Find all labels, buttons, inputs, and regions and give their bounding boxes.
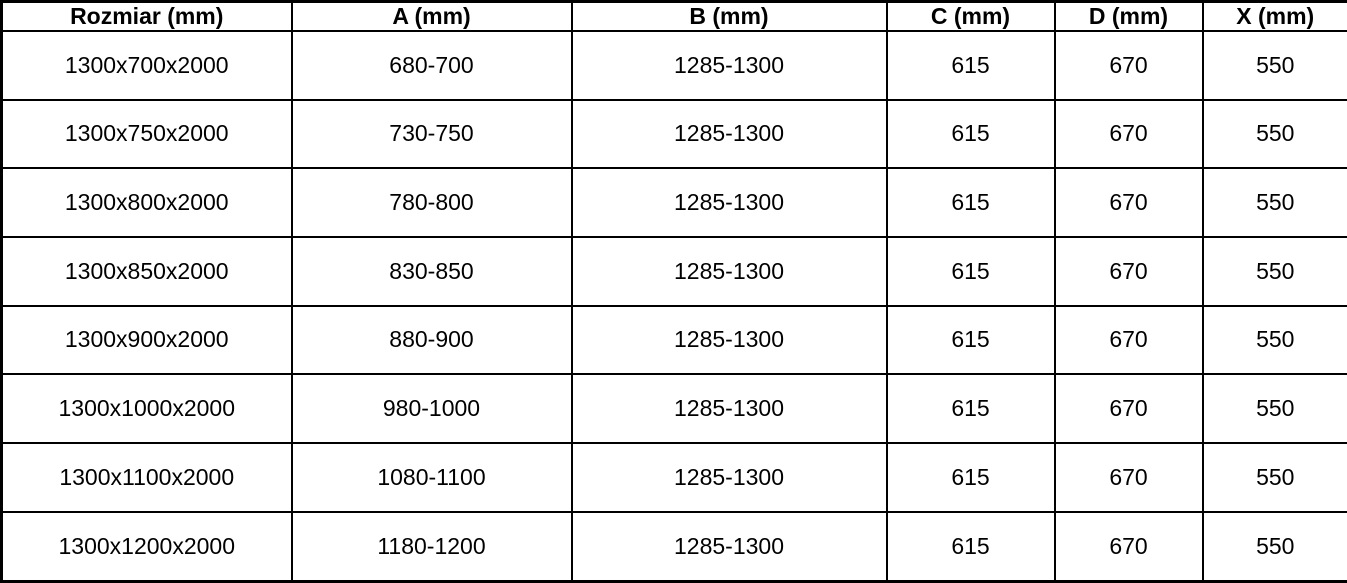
table-cell: 1300x1200x2000	[2, 512, 292, 582]
table-cell: 1300x1100x2000	[2, 443, 292, 512]
table-cell: 1300x900x2000	[2, 306, 292, 375]
table-cell: 1285-1300	[572, 168, 887, 237]
table-row	[2, 306, 1347, 375]
table-cell: 980-1000	[292, 374, 572, 443]
table-row	[2, 168, 1347, 237]
table-cell: 615	[887, 31, 1055, 100]
table-cell: 615	[887, 237, 1055, 306]
table-cell: 615	[887, 374, 1055, 443]
table-cell: 780-800	[292, 168, 572, 237]
table-cell: 670	[1055, 306, 1203, 375]
table-cell: 670	[1055, 31, 1203, 100]
table-cell: 1285-1300	[572, 31, 887, 100]
table-cell: 680-700	[292, 31, 572, 100]
table-row	[2, 31, 1347, 100]
table-cell: 670	[1055, 237, 1203, 306]
table-cell: 730-750	[292, 100, 572, 169]
table-cell: 670	[1055, 443, 1203, 512]
column-header: X (mm)	[1203, 2, 1347, 32]
table-cell: 1300x850x2000	[2, 237, 292, 306]
table-cell: 670	[1055, 374, 1203, 443]
table-row	[2, 374, 1347, 443]
table-cell: 880-900	[292, 306, 572, 375]
table-cell: 670	[1055, 100, 1203, 169]
table-cell: 1285-1300	[572, 512, 887, 582]
table-row	[2, 237, 1347, 306]
table-cell: 1285-1300	[572, 443, 887, 512]
table-cell: 670	[1055, 512, 1203, 582]
table-cell: 615	[887, 100, 1055, 169]
table-cell: 550	[1203, 374, 1347, 443]
table-cell: 1285-1300	[572, 237, 887, 306]
table-cell: 1285-1300	[572, 374, 887, 443]
table-row	[2, 512, 1347, 582]
header-row	[2, 2, 1347, 32]
table-row	[2, 100, 1347, 169]
table-cell: 1285-1300	[572, 100, 887, 169]
table-cell: 615	[887, 306, 1055, 375]
table-cell: 1300x800x2000	[2, 168, 292, 237]
table-cell: 615	[887, 512, 1055, 582]
table-cell: 830-850	[292, 237, 572, 306]
column-header: D (mm)	[1055, 2, 1203, 32]
table-cell: 1300x700x2000	[2, 31, 292, 100]
table-cell: 615	[887, 168, 1055, 237]
table-cell: 550	[1203, 306, 1347, 375]
table-cell: 550	[1203, 100, 1347, 169]
table-cell: 670	[1055, 168, 1203, 237]
table-cell: 1180-1200	[292, 512, 572, 582]
table-cell: 550	[1203, 237, 1347, 306]
column-header: B (mm)	[572, 2, 887, 32]
table-cell: 550	[1203, 512, 1347, 582]
table-body	[2, 31, 1347, 582]
table-cell: 1080-1100	[292, 443, 572, 512]
column-header: A (mm)	[292, 2, 572, 32]
column-header: C (mm)	[887, 2, 1055, 32]
table-cell: 550	[1203, 443, 1347, 512]
table-cell: 550	[1203, 168, 1347, 237]
table-cell: 1300x1000x2000	[2, 374, 292, 443]
table-row	[2, 443, 1347, 512]
table-cell: 1285-1300	[572, 306, 887, 375]
table-cell: 615	[887, 443, 1055, 512]
column-header: Rozmiar (mm)	[2, 2, 292, 32]
table-cell: 1300x750x2000	[2, 100, 292, 169]
table-cell: 550	[1203, 31, 1347, 100]
